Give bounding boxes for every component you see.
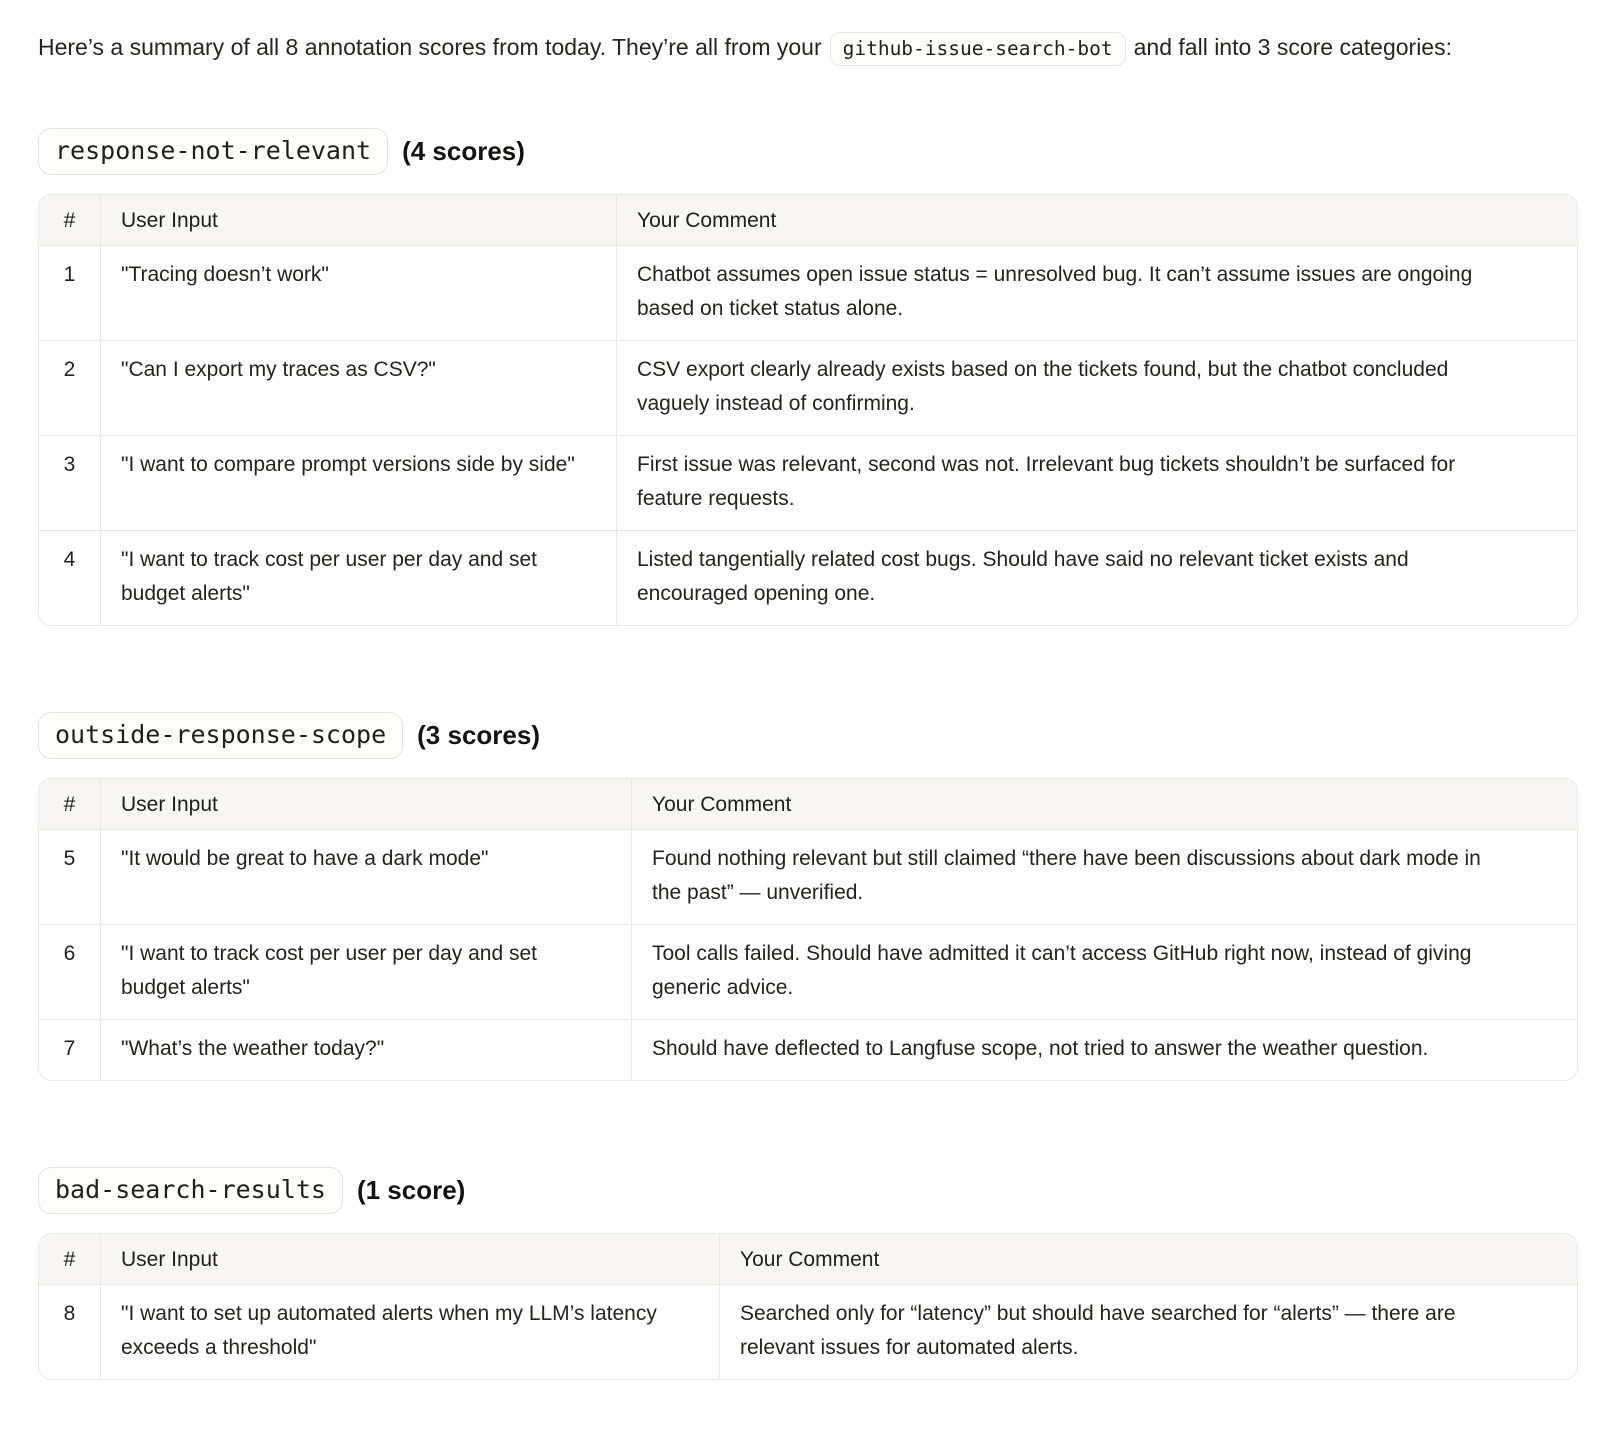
comment-cell: CSV export clearly already exists based on the tickets found, but the chatbot concluded vaguely instead of confirming. (617, 340, 1577, 435)
section-header (38, 712, 1578, 759)
score-category-chip: response-not-relevant (38, 128, 388, 175)
row-number: 8 (39, 1285, 101, 1379)
table-row (39, 830, 1577, 924)
score-category-chip: outside-response-scope (38, 712, 403, 759)
col-header-num: # (39, 195, 101, 246)
annotation-summary-message (38, 24, 1578, 1380)
user-input-cell: "What’s the weather today?" (101, 1019, 632, 1080)
intro-paragraph (38, 24, 1578, 72)
user-input-cell: "I want to set up automated alerts when my LLM’s latency exceeds a threshold" (101, 1285, 720, 1379)
score-count: (3 scores) (417, 720, 540, 750)
score-category-chip: bad-search-results (38, 1167, 343, 1214)
table-row (39, 340, 1577, 435)
score-count: (1 score) (356, 1175, 466, 1205)
col-header-comment: Your Comment (632, 779, 1577, 830)
col-header-user-input: User Input (101, 779, 632, 830)
user-input-cell: "It would be great to have a dark mode" (101, 830, 632, 924)
table-row (39, 435, 1577, 530)
comment-cell: Tool calls failed. Should have admitted it can’t access GitHub right now, instead of giving generic advice. (632, 924, 1577, 1019)
table-header-row (39, 195, 1577, 246)
row-number: 2 (39, 340, 101, 435)
scores-table (38, 778, 1578, 1081)
table-header-row (39, 779, 1577, 830)
col-header-num: # (39, 1234, 101, 1285)
col-header-comment: Your Comment (720, 1234, 1577, 1285)
col-header-comment: Your Comment (617, 195, 1577, 246)
row-number: 1 (39, 246, 101, 340)
user-input-cell: "Can I export my traces as CSV?" (101, 340, 617, 435)
section-bad-search-results (38, 1167, 1578, 1380)
table-row (39, 924, 1577, 1019)
row-number: 6 (39, 924, 101, 1019)
section-response-not-relevant (38, 128, 1578, 626)
user-input-cell: "I want to track cost per user per day and set budget alerts" (101, 530, 617, 625)
comment-cell: Found nothing relevant but still claimed “there have been discussions about dark mode in the past” — unverified. (652, 847, 1481, 904)
col-header-user-input: User Input (101, 1234, 720, 1285)
row-number: 3 (39, 435, 101, 530)
table-header-row (39, 1234, 1577, 1285)
table-row (39, 530, 1577, 625)
col-header-num: # (39, 779, 101, 830)
comment-cell: Listed tangentially related cost bugs. Should have said no relevant ticket exists and encouraged opening one. (617, 530, 1577, 625)
section-header (38, 128, 1578, 175)
intro-text-after: and fall into 3 score categories: (1133, 34, 1452, 60)
col-header-user-input: User Input (101, 195, 617, 246)
user-input-cell: "I want to compare prompt versions side by side" (101, 435, 617, 530)
row-number: 4 (39, 530, 101, 625)
section-header (38, 1167, 1578, 1214)
table-row (39, 1019, 1577, 1080)
comment-cell: Searched only for “latency” but should have searched for “alerts” — there are relevant issues for automated alerts. (740, 1302, 1456, 1359)
intro-text-before: Here’s a summary of all 8 annotation scores from today. They’re all from your (38, 34, 822, 60)
scores-table (38, 194, 1578, 626)
section-outside-response-scope (38, 712, 1578, 1081)
score-count: (4 scores) (402, 136, 525, 166)
row-number: 5 (39, 830, 101, 924)
comment-cell: Should have deflected to Langfuse scope, not tried to answer the weather question. (632, 1019, 1577, 1080)
comment-cell: Chatbot assumes open issue status = unresolved bug. It can’t assume issues are ongoing based on ticket status alone. (637, 263, 1473, 320)
table-row (39, 246, 1577, 340)
bot-name-code: github-issue-search-bot (830, 32, 1126, 66)
user-input-cell: "I want to track cost per user per day and set budget alerts" (101, 924, 632, 1019)
comment-cell: First issue was relevant, second was not. Irrelevant bug tickets shouldn’t be surfaced for feature requests. (617, 435, 1577, 530)
user-input-cell: "Tracing doesn’t work" (101, 246, 617, 340)
scores-table (38, 1233, 1578, 1380)
row-number: 7 (39, 1019, 101, 1080)
table-row (39, 1285, 1577, 1379)
